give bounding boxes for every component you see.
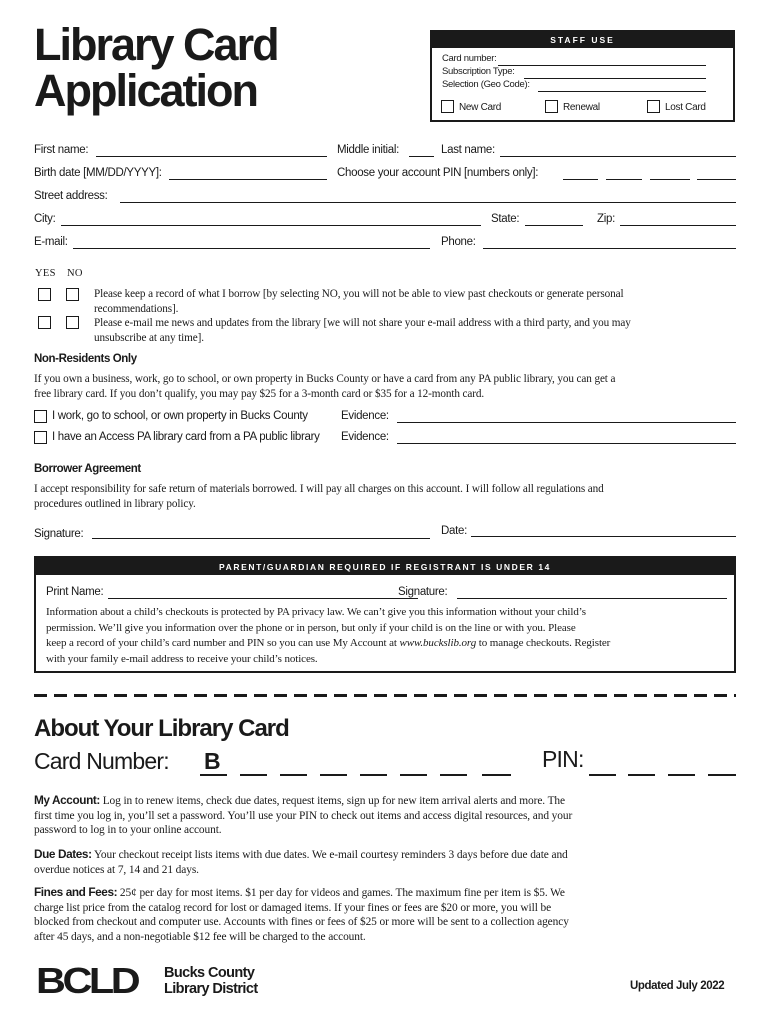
pin-digit-4[interactable] xyxy=(697,179,736,180)
staff-use-heading: STAFF USE xyxy=(432,32,733,48)
updated-date: Updated July 2022 xyxy=(630,980,725,992)
email-preference-text: Please e-mail me news and updates from the library [we will not share your e-mail address with a third party, and you may unsubscribe at any time]. xyxy=(94,317,631,344)
renewal-checkbox[interactable] xyxy=(545,100,558,113)
last-name-label: Last name: xyxy=(441,144,495,156)
lost-card-checkbox[interactable] xyxy=(647,100,660,113)
staff-use-box xyxy=(430,30,735,122)
first-name-label: First name: xyxy=(34,144,89,156)
bcld-logo-text: BCLD xyxy=(36,960,138,1001)
card-digit-slot[interactable] xyxy=(400,774,427,776)
middle-initial-label: Middle initial: xyxy=(337,144,399,156)
staff-card-number-label: Card number: xyxy=(442,53,497,64)
city-field[interactable] xyxy=(61,225,481,226)
card-digit-slot[interactable] xyxy=(240,774,267,776)
state-field[interactable] xyxy=(525,225,583,226)
fines-fees-info: Fines and Fees: 25¢ per day for most items. $1 per day for videos and games. The maximum fine per item is $5. We charge list price from the catalog record for lost or damaged items. If your fines or fees are $20 or more, you will be blocked from checkout and computer use. Accounts with fines or fees of $25 or more will be sent to a collection agency after 45 days, and a non-negotiable $12 fee will be charged to the account. xyxy=(34,885,569,943)
pin-label: Choose your account PIN [numbers only]: xyxy=(337,167,539,179)
pin-digit-slot[interactable] xyxy=(628,774,655,776)
pin-card-label: PIN: xyxy=(542,746,584,772)
new-card-checkbox[interactable] xyxy=(441,100,454,113)
city-label: City: xyxy=(34,213,56,225)
lost-card-label: Lost Card xyxy=(665,102,706,113)
page-title-line1: Library Card xyxy=(34,19,278,70)
card-digit-slot[interactable] xyxy=(280,774,307,776)
parent-guardian-box xyxy=(34,556,736,673)
new-card-label: New Card xyxy=(459,102,502,113)
page-title-line2: Application xyxy=(34,65,257,116)
card-digit-slot[interactable] xyxy=(440,774,467,776)
borrower-agreement-text: I accept responsibility for safe return of materials borrowed. I will pay all charges on this account. I will follow all regulations and procedures outlined in library policy. xyxy=(34,483,604,510)
email-field[interactable] xyxy=(73,248,430,249)
email-label: E-mail: xyxy=(34,236,68,248)
due-dates-heading: Due Dates: xyxy=(34,847,92,861)
work-in-bucks-checkbox[interactable] xyxy=(34,410,47,423)
staff-subscription-label: Subscription Type: xyxy=(442,66,515,77)
record-no-checkbox[interactable] xyxy=(66,288,79,301)
zip-field[interactable] xyxy=(620,225,736,226)
pin-digit-slot[interactable] xyxy=(589,774,616,776)
my-account-heading: My Account: xyxy=(34,793,100,807)
parent-signature-label: Signature: xyxy=(398,586,448,598)
work-in-bucks-label: I work, go to school, or own property in Bucks County xyxy=(52,410,308,422)
borrower-agreement-heading: Borrower Agreement xyxy=(34,463,141,475)
birth-date-field[interactable] xyxy=(169,179,327,180)
evidence-label-1: Evidence: xyxy=(341,410,389,422)
fines-fees-heading: Fines and Fees: xyxy=(34,885,118,899)
evidence-field-2[interactable] xyxy=(397,443,736,444)
borrower-signature-label: Signature: xyxy=(34,528,84,540)
email-yes-checkbox[interactable] xyxy=(38,316,51,329)
access-pa-label: I have an Access PA library card from a PA public library xyxy=(52,431,320,443)
borrower-signature-field[interactable] xyxy=(92,538,430,539)
card-digit-slot[interactable] xyxy=(482,774,511,776)
card-digit-slot[interactable] xyxy=(360,774,387,776)
print-name-field[interactable] xyxy=(108,598,418,599)
staff-selection-field[interactable] xyxy=(538,91,706,92)
first-name-field[interactable] xyxy=(96,156,327,157)
my-account-info: My Account: Log in to renew items, check due dates, request items, sign up for new item arrival alerts and more. The first time you log in, you’ll set a password. You’ll use your PIN to check out items and access digital resources, and your password to log in to your online account. xyxy=(34,793,573,836)
borrower-date-label: Date: xyxy=(441,525,467,537)
record-yes-checkbox[interactable] xyxy=(38,288,51,301)
about-card-heading: About Your Library Card xyxy=(34,715,289,742)
pin-digit-2[interactable] xyxy=(606,179,642,180)
org-name: Bucks County Library District xyxy=(164,965,258,997)
due-dates-info: Due Dates: Your checkout receipt lists items with due dates. We e-mail courtesy reminders 3 days before due date and overdue notices at 7, 14 and 21 days. xyxy=(34,847,568,876)
zip-label: Zip: xyxy=(597,213,615,225)
no-column-label: NO xyxy=(67,268,83,279)
website-link[interactable]: www.buckslib.org xyxy=(399,637,477,649)
pin-digit-slot[interactable] xyxy=(708,774,736,776)
parent-guardian-heading: PARENT/GUARDIAN REQUIRED IF REGISTRANT IS UNDER 14 xyxy=(36,558,734,575)
card-digit-slot[interactable] xyxy=(200,774,227,776)
card-number-prefix: B xyxy=(204,748,220,774)
non-residents-text: If you own a business, work, go to school, or own property in Bucks County or have a card from any PA public library, you can get a free library card. If you don’t qualify, you may pay $25 for a 3-month card or $35 for a 12-month card. xyxy=(34,373,616,400)
staff-card-number-field[interactable] xyxy=(498,65,706,66)
page-title xyxy=(34,19,278,116)
parent-guardian-info: Information about a child’s checkouts is protected by PA privacy law. We can’t give you this information without your child’s permission. We’ll give you information over the phone or in person, but only if your child is on the line or with you. Please keep a record of your child’s card number and PIN so you can use My Account at www.buckslib.org to manage checkouts. Register with your family e-mail address to receive your child’s notices. xyxy=(46,606,611,665)
state-label: State: xyxy=(491,213,520,225)
middle-initial-field[interactable] xyxy=(409,156,434,157)
yes-column-label: YES xyxy=(35,268,56,279)
street-address-label: Street address: xyxy=(34,190,108,202)
renewal-label: Renewal xyxy=(563,102,600,113)
card-digit-slot[interactable] xyxy=(320,774,347,776)
birth-date-label: Birth date [MM/DD/YYYY]: xyxy=(34,167,162,179)
non-residents-heading: Non-Residents Only xyxy=(34,353,137,365)
bcld-logo xyxy=(36,960,160,1001)
last-name-field[interactable] xyxy=(500,156,736,157)
pin-digit-slot[interactable] xyxy=(668,774,695,776)
email-no-checkbox[interactable] xyxy=(66,316,79,329)
pin-digit-3[interactable] xyxy=(650,179,690,180)
record-preference-text: Please keep a record of what I borrow [by selecting NO, you will not be able to view past checkouts or generate personal recommendations]. xyxy=(94,288,624,315)
parent-signature-field[interactable] xyxy=(457,598,727,599)
borrower-date-field[interactable] xyxy=(471,536,736,537)
print-name-label: Print Name: xyxy=(46,586,104,598)
staff-selection-label: Selection (Geo Code): xyxy=(442,79,530,90)
evidence-label-2: Evidence: xyxy=(341,431,389,443)
phone-field[interactable] xyxy=(483,248,736,249)
staff-subscription-field[interactable] xyxy=(524,78,706,79)
phone-label: Phone: xyxy=(441,236,476,248)
pin-digit-1[interactable] xyxy=(563,179,598,180)
access-pa-checkbox[interactable] xyxy=(34,431,47,444)
cut-line-divider xyxy=(34,694,736,697)
card-number-label: Card Number: xyxy=(34,748,169,774)
evidence-field-1[interactable] xyxy=(397,422,736,423)
street-address-field[interactable] xyxy=(120,202,736,203)
